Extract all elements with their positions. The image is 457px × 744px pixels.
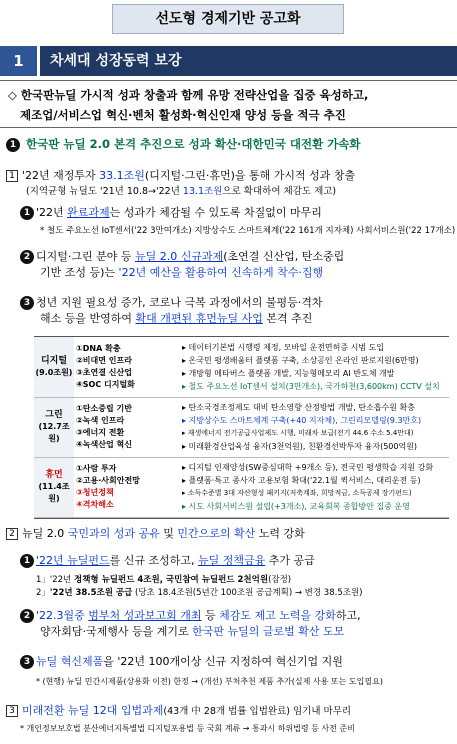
- category-label: 디지털: [40, 355, 68, 366]
- sub-heading-2: [6, 526, 452, 542]
- sub1-text-c: (디지털·그린·휴먼)을 통해 가시적 성과 창출: [144, 169, 356, 182]
- section-number: 1: [0, 46, 40, 76]
- table-row: [34, 337, 449, 397]
- desc-line: ▸ 탄소국경조정제도 대비 탄소영향 산정방법 개발, 탄소흡수원 확충: [182, 403, 416, 412]
- headline-text-2a: 제조업/서비스업 혁신·벤처 활성화·혁신인재 양성: [20, 108, 268, 122]
- q2-text-e: 하고,: [335, 609, 361, 622]
- sub2-text-d: 민간으로의 확산: [177, 527, 256, 540]
- table-desc: [178, 457, 449, 517]
- table-items: [74, 337, 178, 397]
- section-title: 차세대 성장동력 보강: [50, 53, 182, 69]
- sub3-text-b: (43개 中 28개 법률 입법완료) 임기내 마무리: [163, 706, 352, 717]
- category-amount: (11.4조원): [38, 482, 70, 503]
- p1-text-c: 는 성과가 체감될 수 있도록 차질없이 마무리: [109, 206, 322, 219]
- q2-text-c: 등: [201, 609, 220, 622]
- item1-text-a: 한국판 뉴딜 2.0: [26, 137, 114, 151]
- item-label: ②비대면 인프라: [76, 355, 132, 365]
- sub2-text-b: 국민과의 성과 공유: [67, 527, 160, 540]
- item-label: ③에너지 전환: [76, 428, 125, 437]
- q1-note-1: [36, 573, 452, 585]
- headline-text-1b: 과 함께: [166, 88, 208, 102]
- table-category: [34, 397, 74, 457]
- number-circle-icon: 2: [20, 609, 34, 623]
- q3-note: * (현행) 뉴딜 민간시제품(상용화 이전) 한정 → (개선) 부처추천 제품 추가(실제 사용 또는 도입필요): [36, 677, 383, 686]
- number-circle-icon: 1: [20, 554, 34, 568]
- desc-line: ▸ 데이터기본법 시행령 제정, 모바일 운전면허증 시범 도입: [182, 342, 385, 352]
- p3-text-a: 청년 지원 필요성 증가, 코로나 극복 과정에서의 불평등·격차: [36, 296, 323, 309]
- q1n2-a: 2」: [36, 588, 50, 598]
- point-1: [20, 205, 452, 221]
- item-label: ③청년정책: [76, 488, 114, 497]
- table-row: [34, 397, 449, 457]
- table-desc: [178, 397, 449, 457]
- headline-text-2b: 등을 적극 추진: [267, 108, 346, 122]
- p1-text-a: '22년: [36, 206, 68, 219]
- q1n2-b: '22년 38.5조원 공급: [49, 588, 133, 598]
- newdeal-table: [34, 336, 449, 519]
- table-items: [74, 397, 178, 457]
- desc-line: ▸ 소득수준별 3대 자산형성 패키지(저축계좌, 희망적금, 소득공제 장기펀드): [182, 489, 412, 497]
- q1-text-b: 를 신규 조성하고,: [109, 554, 199, 567]
- number-circle-icon: 3: [20, 655, 34, 669]
- q1n1-c: (잠정): [268, 575, 292, 585]
- sub1-regional-amount: 13.1조원: [182, 186, 223, 197]
- item-label: ②고용·사회안전망: [76, 476, 140, 485]
- point-q3: [20, 654, 452, 670]
- square-number-icon: 2: [6, 528, 18, 540]
- sub3-note: * 개인정보보호법 분산에너지특별법 디지털포용법 등 국회 계류 → 통과시 하위법령 등 사전 준비: [20, 724, 355, 733]
- point-2: [20, 249, 452, 281]
- p2-text-d: 기반 조성 등)는: [40, 266, 119, 279]
- category-amount: (12.7조원): [38, 422, 70, 443]
- desc-line: ▸ 디지털 인재양성(SW중심대학 +9개소 등), 전국민 평생학습 지원 강화: [182, 463, 434, 472]
- p2-text-b: 뉴딜 2.0 신규과제: [135, 250, 224, 263]
- number-circle-icon: 3: [20, 296, 34, 310]
- item-label: ②녹색 인프라: [76, 416, 125, 425]
- sub1-amount: 33.1조원: [99, 169, 145, 182]
- p3-text-d: 본격 추진: [262, 312, 313, 325]
- item-label: ④SOC 디지털화: [76, 379, 135, 389]
- point-3: [20, 295, 452, 327]
- q1-text-c: 뉴딜 정책금융: [198, 554, 266, 567]
- item1-text-b: 본격 추진으로 성과 확산·대한민국 대전환 가속화: [113, 137, 361, 151]
- headline-text-1a: 한국판뉴딜 가시적 성과 창출: [20, 88, 167, 102]
- category-label: 그린: [45, 410, 63, 420]
- table-category: [34, 337, 74, 397]
- desc-line: ▸ 플랫폼·특고 종사자 고용보험 확대('22.1월 퀵서비스, 대리운전 등): [182, 476, 421, 485]
- table-desc: [178, 337, 449, 397]
- number-circle-icon: 1: [6, 138, 20, 152]
- desc-line: ▸ 재생에너지 전기공급사업제도 시행, 미래차 보급(전기 44.6 수소 5.4만대): [182, 429, 414, 437]
- sub2-text-a: 뉴딜 2.0: [22, 527, 68, 540]
- headline-box: [0, 80, 457, 128]
- q2-text-a: '22.3월중: [36, 609, 89, 622]
- square-number-icon: 3: [6, 705, 18, 717]
- item-heading-1: [6, 133, 452, 155]
- sub2-text-e: 노력 강화: [255, 527, 305, 540]
- category-label: 휴먼: [45, 470, 63, 480]
- point-q1: [20, 553, 452, 569]
- headline-line-1: [0, 81, 457, 105]
- point-q2: [20, 608, 452, 640]
- q3-text-a: 뉴딜 혁신제품: [36, 655, 104, 668]
- p1-text-b: 완료과제: [67, 206, 110, 219]
- q1n1-b: 정책형 뉴딜펀드 4조원, 국민참여 뉴딜펀드 2천억원: [73, 575, 269, 585]
- sub1-text-a: '22년 재정투자: [22, 169, 100, 182]
- item-label: ①사람 투자: [76, 464, 117, 473]
- desc-line: ▸ 지방상수도 스마트체계 구축(+40 지자체), 그린리모델링(9.3만호): [182, 416, 422, 425]
- table-row: [34, 457, 449, 517]
- table-category: [34, 457, 74, 517]
- item-label: ①DNA 확충: [76, 343, 121, 353]
- p3-text-c: 확대 개편된 휴먼뉴딜 사업: [135, 312, 263, 325]
- q1n2-c: (당초 18.4조원(5년간 100조원 공급계획) → 변경 38.5조원): [132, 588, 363, 598]
- sub1-text-2c: 으로 확대하여 체감도 제고): [222, 186, 337, 197]
- sub2-text-c: 및: [159, 527, 178, 540]
- q1n1-a: 1」'22년: [36, 575, 74, 585]
- diamond-bullet-icon: ◇: [8, 88, 17, 102]
- sub-heading-3: [6, 703, 452, 720]
- q2-text-b: 범부처 성과보고회 개최: [88, 609, 202, 622]
- p1-note: * 철도 주요노선 IoT센서('22 3만여개소) 지방상수도 스마트체계('22 161개 지자체) 사회서비스원('22 17개소): [40, 226, 456, 236]
- q1-note-2: [36, 586, 452, 598]
- headline-line-2: [0, 105, 457, 125]
- page-title: 선도형 경제기반 공고화: [112, 4, 344, 34]
- number-circle-icon: 1: [20, 206, 34, 220]
- newdeal-table-body: [34, 337, 449, 518]
- p2-text-e: '22년 예산을 활용하여 신속하게 착수·집행: [118, 266, 324, 279]
- q1-text-a: '22년 뉴딜펀드: [36, 554, 110, 567]
- item-label: ④격차해소: [76, 500, 114, 509]
- desc-line: ▸ 개방형 메타버스 플랫폼 개발, 지능형메모리 AI 반도체 개발: [182, 368, 395, 378]
- p3-text-b: 해소 등을 반영하여: [40, 312, 136, 325]
- sub3-text-a: 미래전환 뉴딜 12대 입법과제: [22, 704, 164, 717]
- p2-text-a: 디지털·그린 분야 등: [36, 250, 135, 263]
- q2-text-d: 체감도 제고 노력을 강화: [219, 609, 336, 622]
- item-label: ④녹색산업 혁신: [76, 440, 132, 449]
- sub1-text-2a: (지역균형 뉴딜도 '21년 10.8→'22년: [26, 186, 183, 197]
- q2-text-f: 양자회담·국제행사 등을 계기로: [40, 625, 193, 638]
- number-circle-icon: 2: [20, 250, 34, 264]
- headline-text-1c: 유망 전략산업을 집중 육성: [207, 88, 342, 102]
- category-amount: (9.0조원): [35, 367, 73, 377]
- desc-line: ▸ 온국민 평생배움터 플랫폼 구축, 소상공인 온라인 판로지원(6만명): [182, 355, 419, 365]
- sub-heading-1: [6, 168, 452, 200]
- q2-text-g: 한국판 뉴딜의 글로벌 확산 도모: [192, 625, 345, 638]
- desc-line: ▸ 미래환경산업육성 융자(3천억원), 친환경선박투자 융자(500억원): [182, 442, 418, 451]
- square-number-icon: 1: [6, 170, 18, 182]
- item-label: ①탄소중립 기반: [76, 404, 132, 413]
- desc-line: ▸ 시도 사회서비스원 설립(+3개소), 교육회복 종합방안 집중 운영: [182, 502, 410, 511]
- table-items: [74, 457, 178, 517]
- desc-line: ▸ 철도 주요노선 IoT센서 설치(3만개소), 국가하천(3,600km) CCTV 설치: [182, 381, 440, 391]
- q3-text-b: 을 '22년 100개이상 신규 지정하여 혁신기업 지원: [103, 655, 343, 668]
- item-label: ③초연결 신산업: [76, 367, 132, 377]
- headline-text-1d: 하고,: [341, 88, 369, 102]
- p2-text-c: (초연결 신산업, 탄소중립: [223, 250, 345, 263]
- q1-text-d: 추가 공급: [265, 554, 315, 567]
